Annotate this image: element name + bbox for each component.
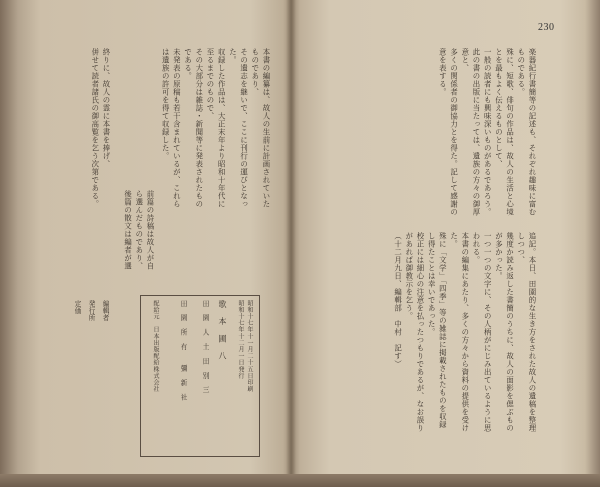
colophon-editor-label: 編輯者: [101, 300, 109, 322]
page-edge: [0, 474, 600, 487]
colophon-title-label: 定価: [73, 300, 81, 315]
right-page-lower-text: 追記。本日、田園的な生き方をされた故人の遺稿を整理しつつ、 幾度か読み返した書簡のうちに、故人の面影を偲ぶものが多かった。 一つ一つの文字に、その人柄がにじみ出ているように思われる。 本書の編集にあたり、多くの方々から資料の提供を受けた。 殊に「文学」「四季」等の雑誌に掲載されたものを収録し得たことは幸いであった。 校正には細心の注意を払ったつもりであるが、なお誤りがあれば御教示を乞う。 （十二月九日、編輯部 中村 記す）: [393, 232, 537, 432]
colophon-publisher-label: 発行所: [87, 300, 95, 322]
page-number: 230: [538, 22, 555, 33]
right-page-upper-text: 楽器紀行書簡等の記述も、それぞれ趣味に富むものである。 殊に、短歌、俳句の作品は、故人の生活と心境とを最もよく伝えるものとして、 一般の読者にも興味深いものがあるであろう。 此の書の出版に当たっては、遺族の方々の御厚意と、 多くの関係者の御協力とを得た。記して感謝の意を表する。: [438, 48, 537, 216]
colophon-editor: 田 園 人 土 田 別 三: [201, 300, 209, 394]
left-page-middle-text: 前篇の詩稿は故人が自ら選んだものであり、 後篇の散文は編者が選: [123, 190, 155, 270]
colophon-dates: 昭和十七年十一月二十五日印刷 昭和十七年十二月一日発行: [237, 300, 253, 393]
left-page-lower-text: 終りに、故人の霊に本書を捧げ、 併せて読者諸氏の御高覧を乞う次第である。: [90, 48, 111, 208]
book-gutter: [286, 0, 296, 487]
left-page-upper-text: 本書の編纂は、故人の生前に計画されていたものであり、 その遺志を継いで、ここに刊行の運びとなった。 収録した作品は、大正末年より昭和十年代に至るまでのもので、 その大部分は雑誌・新聞等に発表されたものである。 未発表の原稿も若干含まれているが、これらは遺族の許可を得て収録した。: [161, 48, 271, 208]
colophon-publisher: 田 園 所 有 彌 新 社: [179, 300, 187, 401]
colophon-distributor: 配給元 日本出版配給株式会社: [152, 300, 159, 393]
colophon-title: 歌 本 圃 八: [218, 300, 227, 361]
